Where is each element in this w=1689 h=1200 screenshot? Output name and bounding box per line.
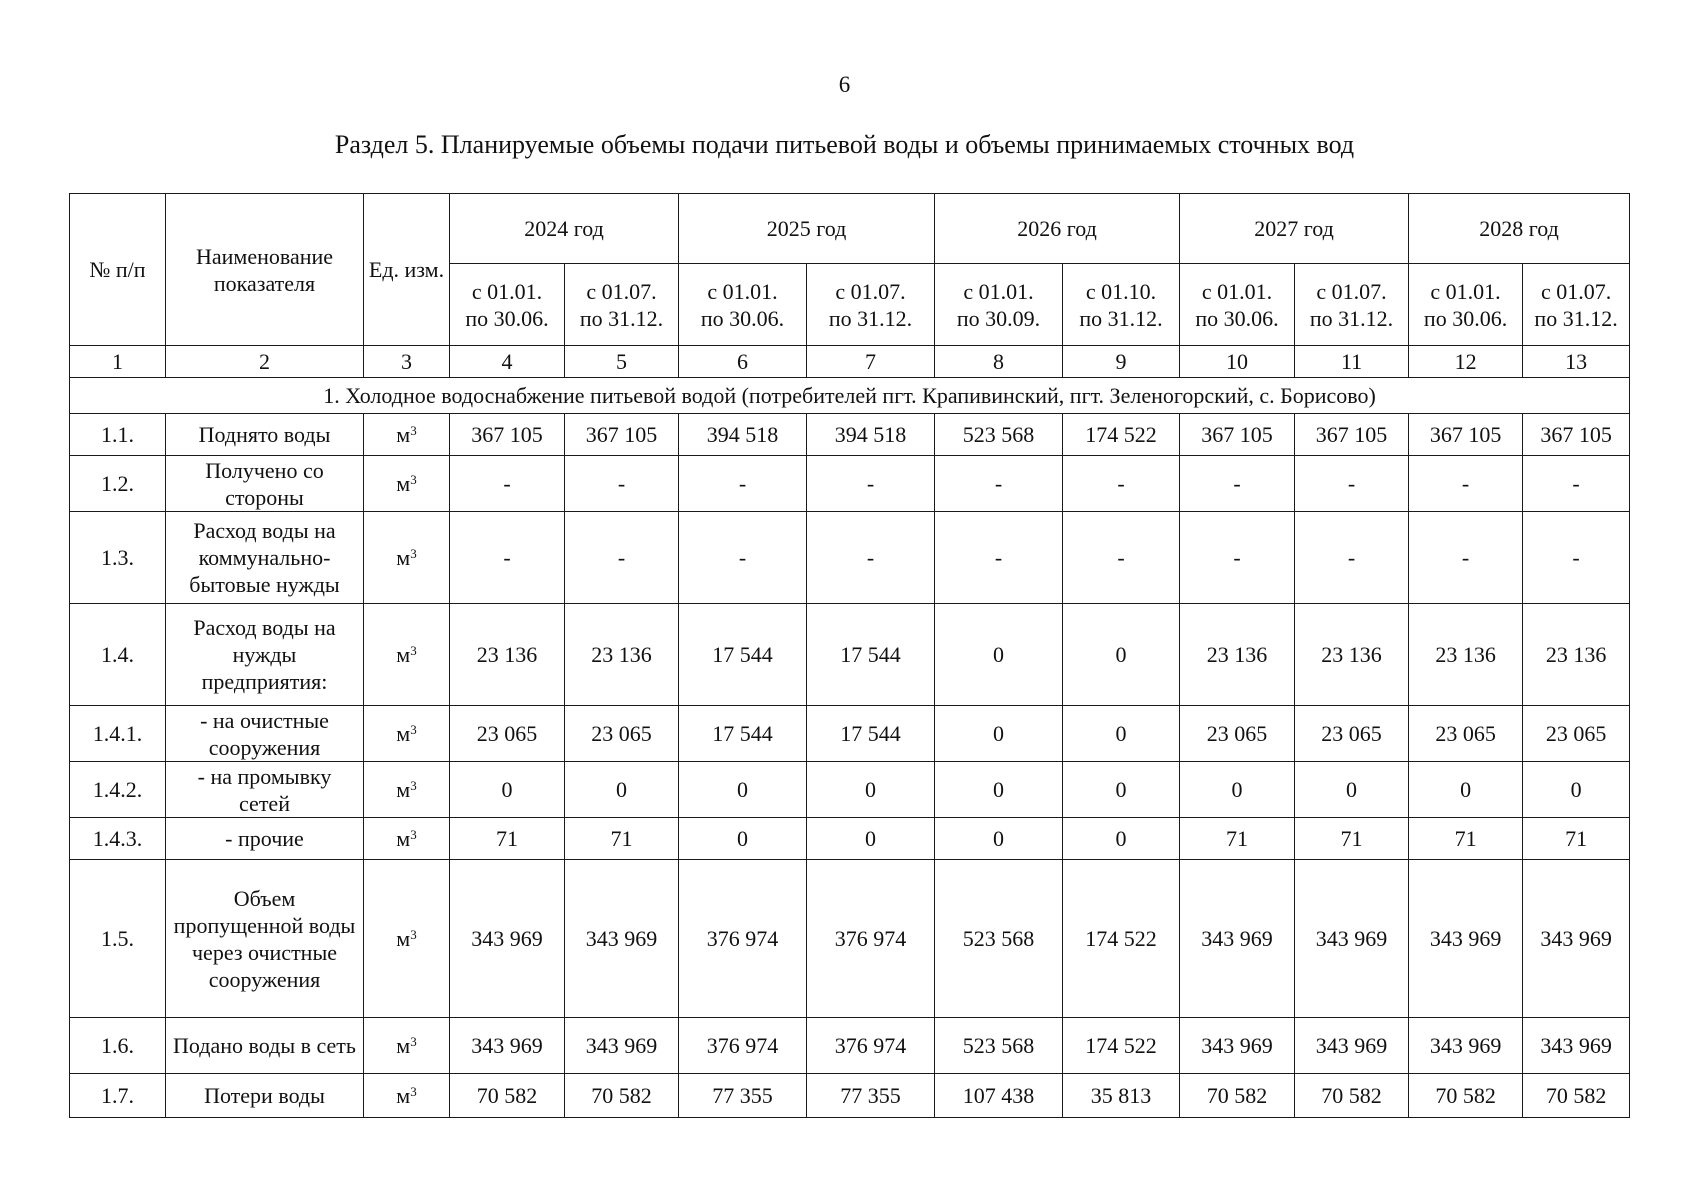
row-unit [364, 456, 450, 512]
section-title: Раздел 5. Планируемые объемы подачи питьевой воды и объемы принимаемых сточных вод [334, 130, 1355, 159]
row-value: 71 [450, 818, 565, 860]
header-num: № п/п [70, 194, 166, 346]
row-value: 523 568 [935, 860, 1063, 1018]
row-name: - на очистные сооружения [166, 706, 364, 762]
row-number: 1.2. [70, 456, 166, 512]
period-line: по 31.12. [1309, 305, 1394, 331]
row-value: - [450, 456, 565, 512]
column-index: 1 [70, 346, 166, 378]
row-value: 0 [1180, 762, 1295, 818]
row-value: 0 [935, 706, 1063, 762]
table-row [70, 414, 1630, 456]
row-number: 1.3. [70, 512, 166, 604]
row-value: 71 [565, 818, 679, 860]
table-row [70, 512, 1630, 604]
unit-base: м [396, 1033, 411, 1058]
unit-base: м [396, 777, 411, 802]
period-line: по 30.06. [1423, 305, 1508, 331]
row-value: 0 [1409, 762, 1523, 818]
period-line: по 30.06. [700, 305, 785, 331]
row-value: - [679, 456, 807, 512]
table-row [70, 706, 1630, 762]
table-body [70, 378, 1630, 1118]
row-value: 174 522 [1063, 860, 1180, 1018]
header-year: 2025 год [679, 194, 935, 264]
row-value: 0 [565, 762, 679, 818]
row-value: 23 136 [1180, 604, 1295, 706]
unit-base: м [396, 422, 411, 447]
period-line: с 01.01. [471, 278, 543, 304]
row-value: 523 568 [935, 1018, 1063, 1074]
period-line: по 30.06. [1195, 305, 1279, 331]
period-line: с 01.10. [1085, 278, 1157, 304]
row-value: 394 518 [679, 414, 807, 456]
row-value: 0 [1063, 604, 1180, 706]
row-name: - на промывку сетей [166, 762, 364, 818]
column-index: 6 [679, 346, 807, 378]
column-index: 3 [364, 346, 450, 378]
period-line: с 01.07. [586, 278, 657, 304]
row-value: 17 544 [807, 706, 935, 762]
row-value: 70 582 [1409, 1074, 1523, 1118]
period-line: по 31.12. [579, 305, 664, 331]
row-value: 376 974 [679, 860, 807, 1018]
row-value: 71 [1295, 818, 1409, 860]
data-table [69, 193, 1630, 1118]
row-unit [364, 604, 450, 706]
row-value: 23 136 [565, 604, 679, 706]
header-period [1523, 264, 1630, 346]
column-index: 4 [450, 346, 565, 378]
row-value: 71 [1180, 818, 1295, 860]
table-row [70, 604, 1630, 706]
row-value: 23 065 [1523, 706, 1630, 762]
row-value: 343 969 [1409, 860, 1523, 1018]
row-name: Потери воды [166, 1074, 364, 1118]
row-value: 0 [1063, 762, 1180, 818]
table-row [70, 762, 1630, 818]
row-unit [364, 1018, 450, 1074]
period-line: с 01.01. [1430, 278, 1501, 304]
period-line: с 01.01. [1201, 278, 1273, 304]
unit-base: м [396, 1083, 411, 1108]
row-name: Объем пропущенной воды через очистные сооружения [166, 860, 364, 1018]
column-index: 7 [807, 346, 935, 378]
row-value: 71 [1409, 818, 1523, 860]
header-period [1180, 264, 1295, 346]
row-value: 0 [935, 762, 1063, 818]
column-index: 12 [1409, 346, 1523, 378]
row-value: - [1063, 512, 1180, 604]
header-year: 2027 год [1180, 194, 1409, 264]
row-value: 343 969 [565, 860, 679, 1018]
row-value: 70 582 [1180, 1074, 1295, 1118]
row-value: - [1295, 456, 1409, 512]
unit-exponent: 3 [410, 778, 417, 793]
table-row [70, 818, 1630, 860]
row-value: 343 969 [1523, 1018, 1630, 1074]
row-value: 376 974 [679, 1018, 807, 1074]
header-unit: Ед. изм. [364, 194, 450, 346]
row-number: 1.4.2. [70, 762, 166, 818]
row-value: 17 544 [807, 604, 935, 706]
page-number: 6 [838, 72, 851, 97]
period-line: по 31.12. [828, 305, 913, 331]
column-index: 8 [935, 346, 1063, 378]
column-index-row [70, 346, 1630, 378]
row-value: - [807, 456, 935, 512]
unit-exponent: 3 [410, 1034, 417, 1049]
period-line: с 01.01. [707, 278, 778, 304]
row-value: 23 136 [1523, 604, 1630, 706]
row-value: 23 136 [1295, 604, 1409, 706]
header-name: Наименование показателя [166, 194, 364, 346]
header-period [565, 264, 679, 346]
row-unit [364, 818, 450, 860]
row-value: 367 105 [1295, 414, 1409, 456]
row-value: - [1523, 512, 1630, 604]
column-index: 9 [1063, 346, 1180, 378]
unit-base: м [396, 642, 411, 667]
row-value: - [450, 512, 565, 604]
unit-exponent: 3 [410, 722, 417, 737]
row-value: 367 105 [450, 414, 565, 456]
unit-exponent: 3 [410, 827, 417, 842]
row-unit [364, 762, 450, 818]
row-value: - [935, 456, 1063, 512]
row-value: 23 136 [450, 604, 565, 706]
row-value: - [565, 512, 679, 604]
row-value: 343 969 [1295, 860, 1409, 1018]
row-value: 343 969 [450, 1018, 565, 1074]
row-value: 23 065 [565, 706, 679, 762]
row-value: 17 544 [679, 604, 807, 706]
row-value: 367 105 [1409, 414, 1523, 456]
row-value: - [1180, 512, 1295, 604]
row-value: 70 582 [1295, 1074, 1409, 1118]
row-name: - прочие [166, 818, 364, 860]
row-value: 35 813 [1063, 1074, 1180, 1118]
unit-exponent: 3 [410, 546, 417, 561]
row-number: 1.4. [70, 604, 166, 706]
row-number: 1.1. [70, 414, 166, 456]
row-value: 0 [807, 762, 935, 818]
row-value: 70 582 [450, 1074, 565, 1118]
row-value: 23 065 [1295, 706, 1409, 762]
header-period [450, 264, 565, 346]
period-line: по 30.09. [956, 305, 1041, 331]
row-value: 77 355 [679, 1074, 807, 1118]
row-value: - [565, 456, 679, 512]
row-unit [364, 512, 450, 604]
table-row [70, 456, 1630, 512]
row-value: 367 105 [1523, 414, 1630, 456]
header-period [1063, 264, 1180, 346]
row-value: 343 969 [1409, 1018, 1523, 1074]
unit-exponent: 3 [410, 1084, 417, 1099]
row-value: 343 969 [1523, 860, 1630, 1018]
row-value: - [1180, 456, 1295, 512]
period-line: по 30.06. [465, 305, 549, 331]
row-value: 0 [1523, 762, 1630, 818]
unit-exponent: 3 [410, 643, 417, 658]
row-value: 0 [1295, 762, 1409, 818]
header-period [1409, 264, 1523, 346]
row-value: 343 969 [1295, 1018, 1409, 1074]
row-value: 77 355 [807, 1074, 935, 1118]
period-line: по 31.12. [1079, 305, 1163, 331]
row-value: 343 969 [450, 860, 565, 1018]
table-row [70, 1018, 1630, 1074]
row-value: 523 568 [935, 414, 1063, 456]
row-value: 0 [935, 604, 1063, 706]
row-value: 0 [807, 818, 935, 860]
unit-exponent: 3 [410, 472, 417, 487]
row-value: 23 065 [1409, 706, 1523, 762]
column-index: 10 [1180, 346, 1295, 378]
row-value: - [1523, 456, 1630, 512]
row-number: 1.4.3. [70, 818, 166, 860]
row-number: 1.6. [70, 1018, 166, 1074]
row-unit [364, 1074, 450, 1118]
unit-exponent: 3 [410, 927, 417, 942]
row-value: 367 105 [1180, 414, 1295, 456]
row-name: Расход воды на нужды предприятия: [166, 604, 364, 706]
row-value: 343 969 [1180, 1018, 1295, 1074]
unit-base: м [396, 471, 411, 496]
row-value: 23 065 [1180, 706, 1295, 762]
unit-base: м [396, 926, 411, 951]
period-line: с 01.07. [835, 278, 906, 304]
row-value: 343 969 [565, 1018, 679, 1074]
row-value: - [1409, 456, 1523, 512]
header-period [807, 264, 935, 346]
row-value: - [1295, 512, 1409, 604]
row-value: 0 [1063, 818, 1180, 860]
header-period [935, 264, 1063, 346]
row-number: 1.7. [70, 1074, 166, 1118]
row-value: 0 [450, 762, 565, 818]
row-value: 394 518 [807, 414, 935, 456]
row-value: 107 438 [935, 1074, 1063, 1118]
row-value: 376 974 [807, 860, 935, 1018]
row-unit [364, 414, 450, 456]
column-index: 5 [565, 346, 679, 378]
period-line: по 31.12. [1534, 305, 1618, 331]
row-value: 71 [1523, 818, 1630, 860]
row-name: Расход воды на коммунально-бытовые нужды [166, 512, 364, 604]
row-value: 174 522 [1063, 1018, 1180, 1074]
row-value: - [1409, 512, 1523, 604]
header-year: 2028 год [1409, 194, 1630, 264]
row-name: Поднято воды [166, 414, 364, 456]
row-value: 0 [935, 818, 1063, 860]
row-value: 0 [1063, 706, 1180, 762]
header-year: 2026 год [935, 194, 1180, 264]
row-value: 70 582 [565, 1074, 679, 1118]
unit-base: м [396, 545, 411, 570]
row-value: 17 544 [679, 706, 807, 762]
table-header [70, 194, 1630, 378]
table-row [70, 1074, 1630, 1118]
unit-base: м [396, 721, 411, 746]
row-value: 23 136 [1409, 604, 1523, 706]
row-value: - [807, 512, 935, 604]
row-value: 0 [679, 762, 807, 818]
column-index: 13 [1523, 346, 1630, 378]
unit-base: м [396, 826, 411, 851]
unit-exponent: 3 [410, 423, 417, 438]
section-heading: 1. Холодное водоснабжение питьевой водой (потребителей пгт. Крапивинский, пгт. Зеленогорский, с. Борисово) [70, 378, 1630, 414]
row-value: - [1063, 456, 1180, 512]
row-value: 70 582 [1523, 1074, 1630, 1118]
row-value: - [935, 512, 1063, 604]
row-name: Подано воды в сеть [166, 1018, 364, 1074]
row-number: 1.4.1. [70, 706, 166, 762]
row-value: 174 522 [1063, 414, 1180, 456]
row-value: 376 974 [807, 1018, 935, 1074]
header-period [679, 264, 807, 346]
row-unit [364, 860, 450, 1018]
row-name: Получено со стороны [166, 456, 364, 512]
column-index: 2 [166, 346, 364, 378]
row-number: 1.5. [70, 860, 166, 1018]
header-year: 2024 год [450, 194, 679, 264]
period-line: с 01.07. [1316, 278, 1387, 304]
row-value: 0 [679, 818, 807, 860]
column-index: 11 [1295, 346, 1409, 378]
row-unit [364, 706, 450, 762]
row-value: - [679, 512, 807, 604]
header-period [1295, 264, 1409, 346]
period-line: с 01.07. [1540, 278, 1612, 304]
row-value: 367 105 [565, 414, 679, 456]
period-line: с 01.01. [963, 278, 1034, 304]
row-value: 343 969 [1180, 860, 1295, 1018]
table-row [70, 860, 1630, 1018]
row-value: 23 065 [450, 706, 565, 762]
